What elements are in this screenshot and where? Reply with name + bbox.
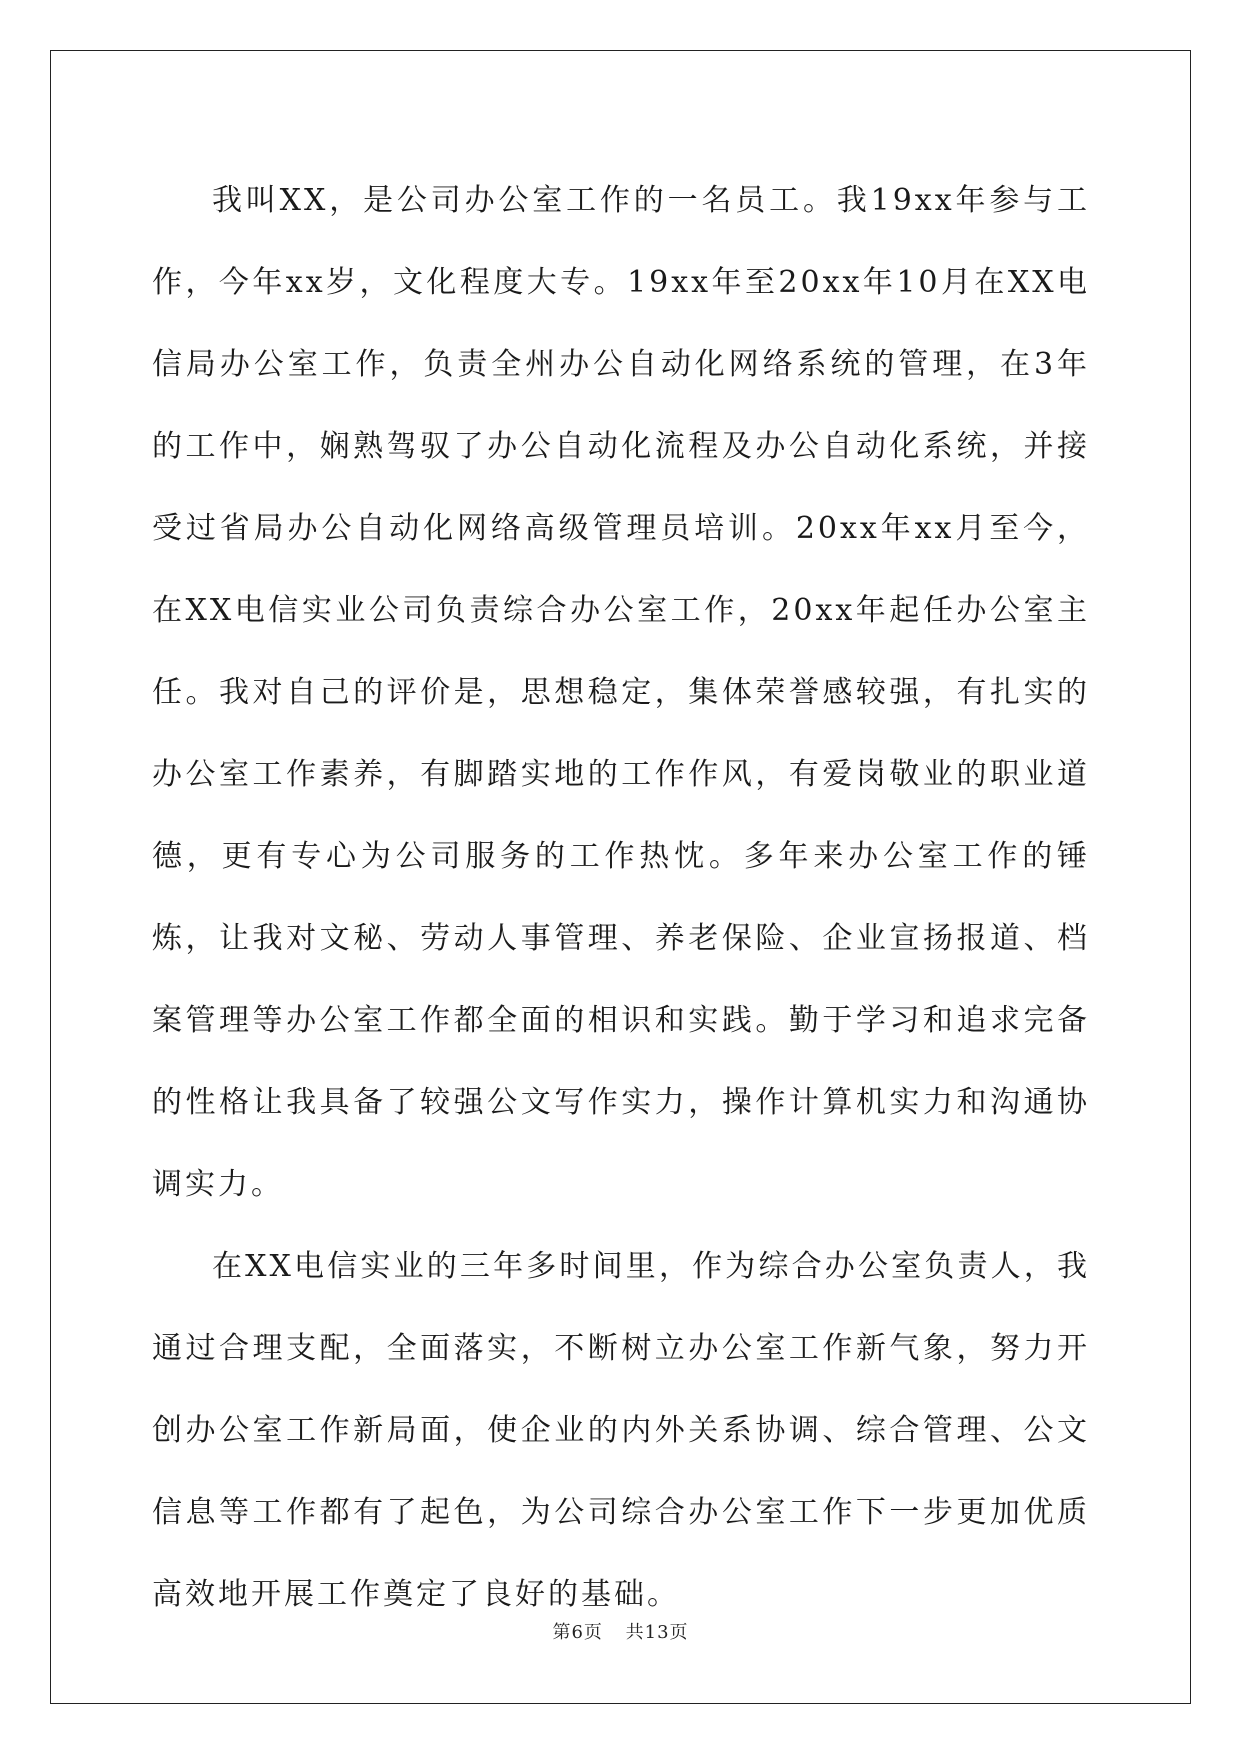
paragraph-2: 在XX电信实业的三年多时间里，作为综合办公室负责人，我通过合理支配，全面落实，不断树立办公室工作新气象，努力开创办公室工作新局面，使企业的内外关系协调、综合管理、公文信息等工作都有了起色，为公司综合办公室工作下一步更加优质高效地开展工作奠定了良好的基础。 xyxy=(152,1249,1090,1612)
page-total: 共13页 xyxy=(625,1622,689,1643)
paragraph-1: 我叫XX，是公司办公室工作的一名员工。我19xx年参与工作，今年xx岁，文化程度大专。19xx年至20xx年10月在XX电信局办公室工作，负责全州办公自动化网络系统的管理，在3年的工作中，娴熟驾驭了办公自动化流程及办公自动化系统，并接受过省局办公自动化网络高级管理员培训。20xx年xx月至今，在XX电信实业公司负责综合办公室工作，20xx年起任办公室主任。我对自己的评价是，思想稳定，集体荣誉感较强，有扎实的办公室工作素养，有脚踏实地的工作作风，有爱岗敬业的职业道德，更有专心为公司服务的工作热忱。多年来办公室工作的锤炼，让我对文秘、劳动人事管理、养老保险、企业宣扬报道、档案管理等办公室工作都全面的相识和实践。勤于学习和追求完备的性格让我具备了较强公文写作实力，操作计算机实力和沟通协调实力。 xyxy=(152,183,1090,1202)
page-footer xyxy=(0,1618,1241,1644)
document-body xyxy=(152,160,1090,1636)
page-number: 第6页 xyxy=(552,1622,603,1643)
